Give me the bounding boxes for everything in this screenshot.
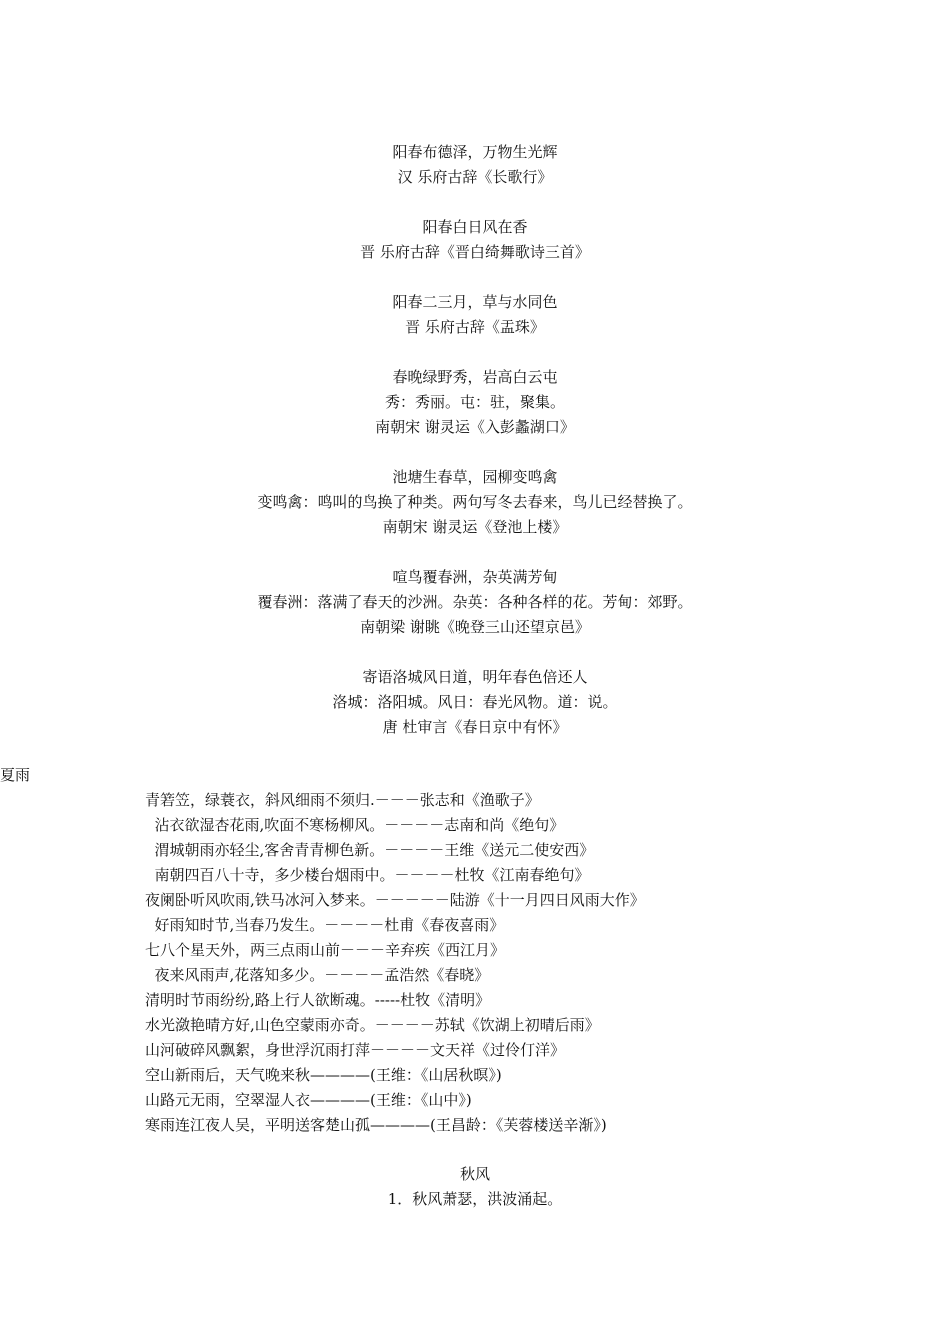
verse-entry	[0, 465, 950, 540]
verse-entry	[0, 290, 950, 340]
verse-note: 秀：秀丽。屯：驻，聚集。	[384, 393, 565, 411]
verse-entry	[0, 215, 950, 265]
spring-verses	[0, 140, 950, 740]
verse-source: 南朝宋 谢灵运《入彭蠡湖口》	[375, 418, 575, 436]
poem-line: 南朝四百八十寺，多少楼台烟雨中。－－－－杜牧《江南春绝句》	[145, 866, 590, 884]
section-heading: 秋风	[459, 1165, 490, 1183]
verse-line: 池塘生春草，园柳变鸣禽	[392, 468, 558, 486]
poem-line: 水光潋艳晴方好,山色空蒙雨亦奇。－－－－苏轼《饮湖上初晴后雨》	[145, 1016, 600, 1034]
poem-line: 青箬笠，绿蓑衣，斜风细雨不须归.－－－张志和《渔歌子》	[145, 791, 540, 809]
poem-line: 好雨知时节,当春乃发生。－－－－杜甫《春夜喜雨》	[145, 916, 505, 934]
poem-line: 夜阑卧听风吹雨,铁马冰河入梦来。－－－－－陆游《十一月四日风雨大作》	[145, 891, 645, 909]
summer-rain-section	[0, 763, 865, 1138]
verse-line: 阳春布德泽，万物生光辉	[392, 143, 558, 161]
verse-source: 晋 乐府古辞《晋白绮舞歌诗三首》	[360, 243, 590, 261]
poem-line: 空山新雨后，天气晚来秋————(王维：《山居秋暝》)	[145, 1066, 502, 1084]
verse-entry	[0, 565, 950, 640]
verse-line: 喧鸟覆春洲，杂英满芳甸	[392, 568, 558, 586]
verse-entry	[0, 140, 950, 190]
poem-line: 山路元无雨，空翠湿人衣————(王维：《山中》)	[145, 1091, 472, 1109]
verse-line: 春晚绿野秀，岩高白云屯	[392, 368, 558, 386]
verse-source: 南朝宋 谢灵运《登池上楼》	[382, 518, 568, 536]
verse-entry	[0, 665, 950, 740]
poem-line: 七八个星天外，两三点雨山前－－－辛弃疾《西江月》	[145, 941, 506, 959]
autumn-wind-section	[0, 1162, 950, 1212]
poem-line: 1．秋风萧瑟，洪波涌起。	[387, 1190, 563, 1208]
verse-line: 阳春二三月，草与水同色	[392, 293, 558, 311]
poem-line: 夜来风雨声,花落知多少。－－－－孟浩然《春晓》	[145, 966, 490, 984]
verse-source: 汉 乐府古辞《长歌行》	[397, 168, 553, 186]
verse-note: 变鸣禽：鸣叫的鸟换了种类。两句写冬去春来，鸟儿已经替换了。	[257, 493, 693, 511]
poem-line: 山河破碎风飘絮，身世浮沉雨打萍－－－－文天祥《过伶仃洋》	[145, 1041, 566, 1059]
poem-line: 寒雨连江夜人吴，平明送客楚山孤————(王昌龄：《芙蓉楼送辛渐》)	[145, 1116, 607, 1134]
verse-entry	[0, 365, 950, 440]
verse-source: 唐 杜审言《春日京中有怀》	[382, 718, 568, 736]
poem-line: 沾衣欲湿杏花雨,吹面不寒杨柳风。－－－－志南和尚《绝句》	[145, 816, 565, 834]
verse-source: 南朝梁 谢眺《晚登三山还望京邑》	[360, 618, 590, 636]
verse-source: 晋 乐府古辞《盂珠》	[405, 318, 545, 336]
verse-line: 阳春白日风在香	[422, 218, 528, 236]
verse-note: 覆春洲：落满了春天的沙洲。杂英：各种各样的花。芳甸：郊野。	[257, 593, 693, 611]
section-heading: 夏雨	[0, 766, 31, 784]
verse-line: 寄语洛城风日道，明年春色倍还人	[362, 668, 588, 686]
poem-line: 清明时节雨纷纷,路上行人欲断魂。-----杜牧《清明》	[145, 991, 491, 1009]
verse-note: 洛城：洛阳城。风日：春光风物。道：说。	[332, 693, 618, 711]
poem-line: 渭城朝雨亦轻尘,客舍青青柳色新。－－－－王维《送元二使安西》	[145, 841, 595, 859]
